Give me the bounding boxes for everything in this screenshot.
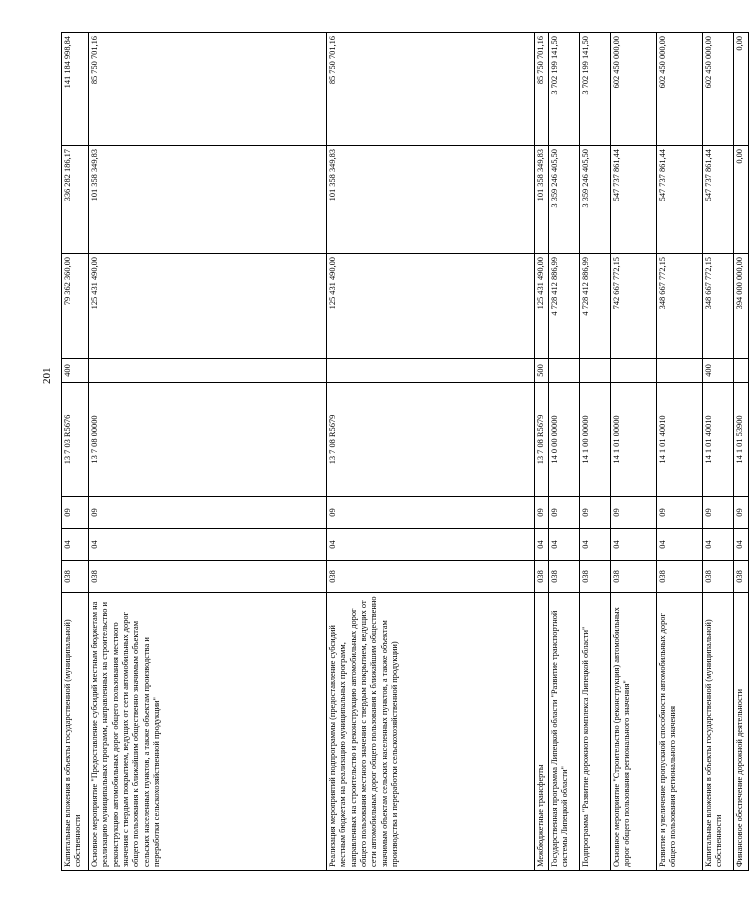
cell-razdel: 04 [89, 529, 327, 561]
cell-sum3: 0,00 [734, 33, 749, 146]
cell-podrazdel: 09 [580, 497, 611, 529]
table-row [62, 33, 89, 871]
cell-admin: 038 [734, 561, 749, 593]
cell-sum1: 125 431 490,00 [535, 254, 549, 359]
cell-admin: 038 [657, 561, 703, 593]
cell-vr [657, 359, 703, 383]
cell-name: Финансовое обеспечение дорожной деятельности [734, 593, 749, 871]
cell-sum3: 3 702 199 141,50 [580, 33, 611, 146]
cell-podrazdel: 09 [703, 497, 734, 529]
cell-vr [89, 359, 327, 383]
cell-name: Реализация мероприятий подпрограммы (предоставление субсидий местным бюджетам на реализацию муниципальных программ, направленных на строительство и реконструкцию автомобильных дорог общего пользования местного значения с твердым покрытием, ведущих от сети автомобильных дорог общего пользования к ближайшим общественно значимым объектам сельских населенных пунктов, а также объектам производства и переработки сельскохозяйственной продукции) [327, 593, 535, 871]
cell-admin: 038 [580, 561, 611, 593]
cell-razdel: 04 [327, 529, 535, 561]
cell-sum3: 85 750 701,16 [535, 33, 549, 146]
cell-admin: 038 [703, 561, 734, 593]
cell-admin: 038 [549, 561, 580, 593]
cell-name: Подпрограмма "Развитие дорожного комплекса Липецкой области" [580, 593, 611, 871]
cell-vr [327, 359, 535, 383]
cell-sum3: 602 450 000,00 [611, 33, 657, 146]
cell-razdel: 04 [657, 529, 703, 561]
cell-sum1: 125 431 490,00 [89, 254, 327, 359]
cell-sum2: 3 359 246 405,50 [580, 146, 611, 254]
cell-vr [580, 359, 611, 383]
cell-csr: 14 1 00 00000 [580, 383, 611, 497]
cell-sum1: 348 667 772,15 [657, 254, 703, 359]
table-row [703, 33, 734, 871]
cell-csr: 14 0 00 00000 [549, 383, 580, 497]
cell-podrazdel: 09 [327, 497, 535, 529]
table-row [89, 33, 327, 871]
cell-razdel: 04 [703, 529, 734, 561]
cell-csr: 13 7 08 R5679 [327, 383, 535, 497]
cell-admin: 038 [327, 561, 535, 593]
cell-podrazdel: 09 [611, 497, 657, 529]
budget-table [61, 32, 749, 871]
cell-name: Капитальные вложения в объекты государственной (муниципальной) собственности [62, 593, 89, 871]
cell-csr: 13 7 08 00000 [89, 383, 327, 497]
cell-vr: 400 [62, 359, 89, 383]
table-row [549, 33, 580, 871]
cell-sum2: 547 737 861,44 [703, 146, 734, 254]
cell-sum3: 85 750 701,16 [89, 33, 327, 146]
cell-sum2: 336 282 186,17 [62, 146, 89, 254]
cell-podrazdel: 09 [89, 497, 327, 529]
cell-razdel: 04 [580, 529, 611, 561]
cell-name: Межбюджетные трансферты [535, 593, 549, 871]
cell-podrazdel: 09 [734, 497, 749, 529]
cell-razdel: 04 [549, 529, 580, 561]
cell-sum1: 79 362 360,00 [62, 254, 89, 359]
cell-sum2: 3 359 246 405,50 [549, 146, 580, 254]
cell-name: Развитие и увеличение пропускной способности автомобильных дорог общего пользования регионального значения [657, 593, 703, 871]
cell-admin: 038 [89, 561, 327, 593]
cell-sum1: 348 667 772,15 [703, 254, 734, 359]
cell-sum2: 547 737 861,44 [611, 146, 657, 254]
cell-sum2: 101 358 349,83 [327, 146, 535, 254]
cell-sum2: 0,00 [734, 146, 749, 254]
cell-razdel: 04 [62, 529, 89, 561]
table-row [657, 33, 703, 871]
cell-podrazdel: 09 [657, 497, 703, 529]
cell-sum2: 101 358 349,83 [535, 146, 549, 254]
cell-sum3: 602 450 000,00 [703, 33, 734, 146]
table-row [535, 33, 549, 871]
cell-sum1: 394 000 000,00 [734, 254, 749, 359]
cell-csr: 13 7 08 R5679 [535, 383, 549, 497]
cell-sum3: 85 750 701,16 [327, 33, 535, 146]
cell-vr [611, 359, 657, 383]
cell-admin: 038 [535, 561, 549, 593]
cell-sum2: 101 358 349,83 [89, 146, 327, 254]
cell-csr: 14 1 01 40010 [657, 383, 703, 497]
cell-razdel: 04 [535, 529, 549, 561]
table-row [327, 33, 535, 871]
cell-razdel: 04 [611, 529, 657, 561]
cell-sum1: 4 728 412 886,99 [580, 254, 611, 359]
cell-name: Основное мероприятие "Предоставление субсидий местным бюджетам на реализацию муниципальных программ, направленных на строительство и реконструкцию автомобильных дорог общего пользования местного значения с твердым покрытием, ведущих от сети автомобильных дорог общего пользования к ближайшим общественно значимым объектам сельских населенных пунктов, а также объектам производства и переработки сельскохозяйственной продукции" [89, 593, 327, 871]
cell-sum1: 4 728 412 886,99 [549, 254, 580, 359]
cell-admin: 038 [62, 561, 89, 593]
cell-vr: 400 [703, 359, 734, 383]
cell-sum1: 742 667 772,15 [611, 254, 657, 359]
cell-vr: 500 [535, 359, 549, 383]
cell-name: Основное мероприятие "Строительство (реконструкция) автомобильных дорог общего пользования регионального значения" [611, 593, 657, 871]
budget-table-area [61, 33, 744, 871]
cell-sum3: 3 702 199 141,50 [549, 33, 580, 146]
cell-csr: 14 1 01 00000 [611, 383, 657, 497]
cell-name: Государственная программа Липецкой области "Развитие транспортной системы Липецкой области" [549, 593, 580, 871]
table-row [734, 33, 749, 871]
cell-admin: 038 [611, 561, 657, 593]
cell-csr: 13 7 03 R5676 [62, 383, 89, 497]
cell-sum3: 602 450 000,00 [657, 33, 703, 146]
cell-name: Капитальные вложения в объекты государственной (муниципальной) собственности [703, 593, 734, 871]
page-number: 201 [41, 367, 53, 384]
cell-podrazdel: 09 [549, 497, 580, 529]
table-row [611, 33, 657, 871]
cell-razdel: 04 [734, 529, 749, 561]
cell-csr: 14 1 01 53900 [734, 383, 749, 497]
cell-sum1: 125 431 490,00 [327, 254, 535, 359]
table-row [580, 33, 611, 871]
cell-podrazdel: 09 [62, 497, 89, 529]
cell-sum3: 141 184 998,84 [62, 33, 89, 146]
cell-podrazdel: 09 [535, 497, 549, 529]
cell-vr [549, 359, 580, 383]
cell-sum2: 547 737 861,44 [657, 146, 703, 254]
cell-vr [734, 359, 749, 383]
cell-csr: 14 1 01 40010 [703, 383, 734, 497]
